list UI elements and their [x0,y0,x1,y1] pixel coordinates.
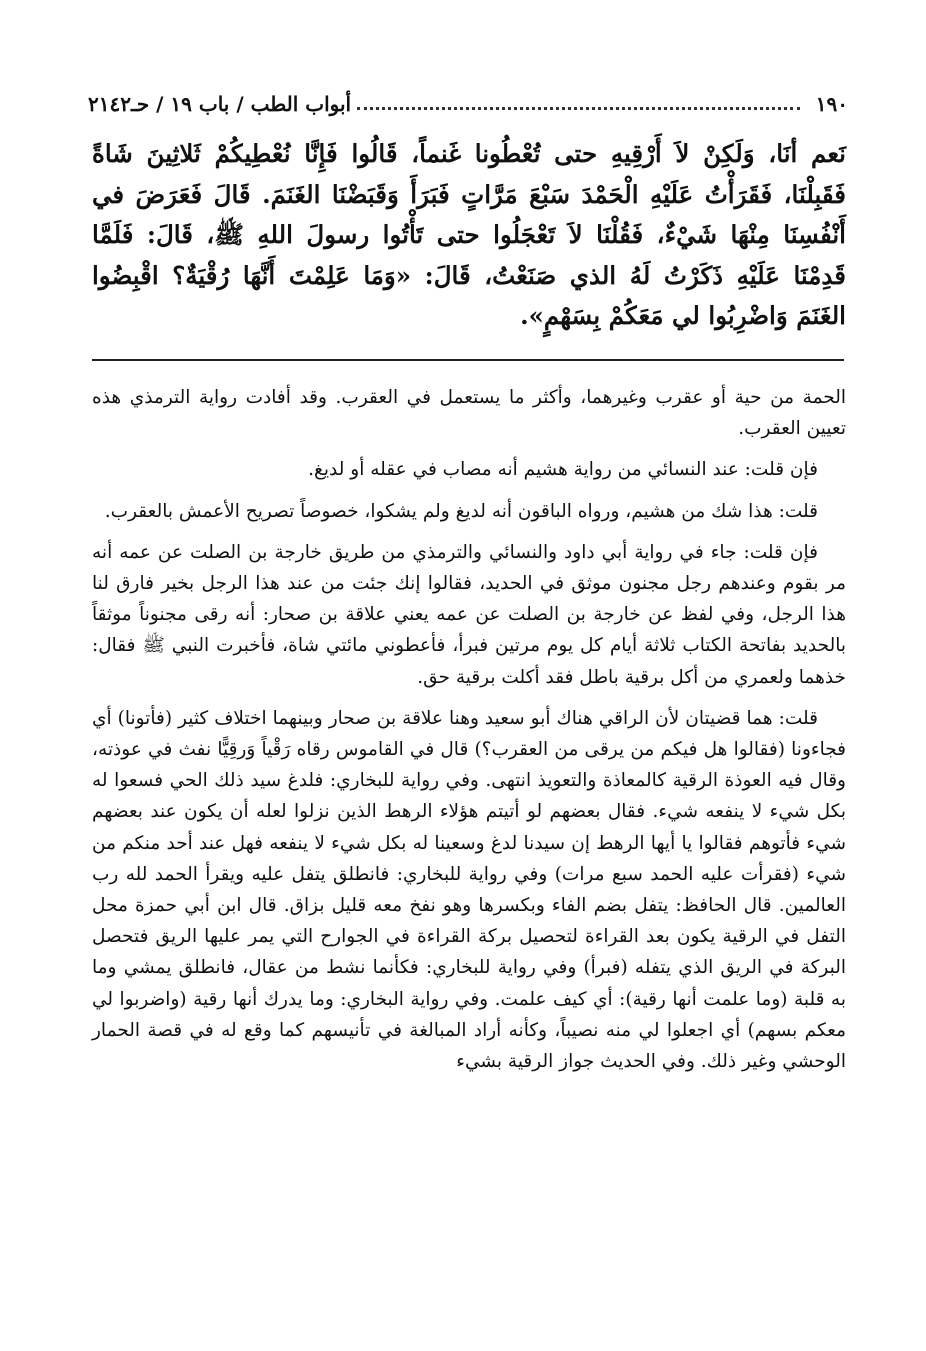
footnote-separator [92,359,844,361]
commentary-paragraph: الحمة من حية أو عقرب وغيرهما، وأكثر ما يستعمل في العقرب. وقد أفادت رواية الترمذي هذه تعيين العقرب. [92,387,846,440]
commentary-paragraph: قلت: هما قضيتان لأن الراقي هناك أبو سعيد وهنا علاقة بن صحار وبينهما اختلاف كثير (فأتونا) أي فجاءونا (فقالوا هل فيكم من يرقى من العقرب؟) قال في القاموس رقاه رَقْياً وَرقِيًّا نفث في عوذته، وقال فيه العوذة الرقية كالمعاذة والتعويذ انتهى. وفي رواية للبخاري: فلدغ سيد ذلك الحي فسعوا له بكل شيء لا ينفعه شيء. فقال بعضهم لو أتيتم هؤلاء الرهط الذين نزلوا لعله أن يكون عند بعضهم شيء فأتوهم فقالوا يا أيها الرهط إن سيدنا لدغ وسعينا له بكل شيء لا ينفعه فهل عند أحد منكم من شيء (فقرأت عليه الحمد سبع مرات) وفي رواية للبخاري: فانطلق يتفل عليه ويقرأ الحمد لله رب العالمين. قال الحافظ: يتفل بضم الفاء وبكسرها وهو نفخ معه قليل بزاق. قال ابن أبي حمزة محل التفل في الرقية يكون بعد القراءة لتحصيل بركة القراءة في الجوارح التي يمر عليها الريق فتحصل البركة في الريق الذي يتفله (فبرأ) وفي رواية للبخاري: فكأنما نشط من عقال، فانطلق يمشي وما به قلبة (وما علمت أنها رقية): أي كيف علمت. وفي رواية البخاري: وما يدرك أنها رقية (واضربوا لي معكم بسهم) أي اجعلوا لي منه نصيباً، وكأنه أراد المبالغة في تأنيسهم كما وقع له في قصة الحمار الوحشي وغير ذلك. وفي الحديث جواز الرقية بشيء [92,707,846,1073]
hadith-text: نَعم أنَا، وَلَكِنْ لاَ أَرْقِيهِ حتى تُعْطُونا غَنماً، قَالُوا فَإِنَّا نُعْطِيكُمْ ثَلاثِينَ شَاةً فَقَبِلْنَا، فَقَرَأْتُ عَلَيْهِ الْحَمْدَ سَبْعَ مَرَّاتٍ فَبَرَأَ وَقَبَضْنَا الغَنَمَ. قَالَ فَعَرَضَ في أَنْفُسِنَا مِنْهَا شَيْءٌ، فَقُلْنَا لاَ تَعْجَلُوا حتى تَأْتُوا رسولَ اللهِ ﷺ، قَالَ: فَلَمَّا قَدِمْنَا عَلَيْهِ ذَكَرْتُ لَهُ الذي صَنَعْتُ، قَالَ: «وَمَا عَلِمْتَ أَنَّهَا رُقْيَةٌ؟ اقْبِضُوا الغَنَمَ وَاضْرِبُوا لي مَعَكُمْ بِسَهْمٍ». [92,139,846,330]
page-number: ١٩٠ [815,92,848,116]
header-dotted-leader [357,107,800,110]
commentary-section [92,382,846,1077]
commentary-paragraph: فإن قلت: عند النسائي من رواية هشيم أنه مصاب في عقله أو لديغ. [308,459,818,481]
page-header [88,86,848,122]
commentary-paragraph: قلت: هذا شك من هشيم، ورواه الباقون أنه لديغ ولم يشكوا، خصوصاً تصريح الأعمش بالعقرب. [104,500,818,522]
running-title: أبواب الطب / باب ١٩ / حـ٢١٤٢ [88,92,352,116]
commentary-paragraph: فإن قلت: جاء في رواية أبي داود والنسائي والترمذي من طريق خارجة بن الصلت عن عمه أنه مر بقوم وعندهم رجل مجنون موثق في الحديد، فقالوا إنك جئت من عند هذا الرجل بخير فارق لنا هذا الرجل، وفي لفظ عن خارجة بن الصلت عن عمه يعني علاقة بن صحار: أنه رقى مجنوناً موثقاً بالحديد بفاتحة الكتاب ثلاثة أيام كل يوم مرتين فبرأ، فأعطوني مائتي شاة، فأخبرت النبي ﷺ فقال: خذهما ولعمري من أكل برقية باطل فقد أكلت برقية حق. [92,541,846,688]
